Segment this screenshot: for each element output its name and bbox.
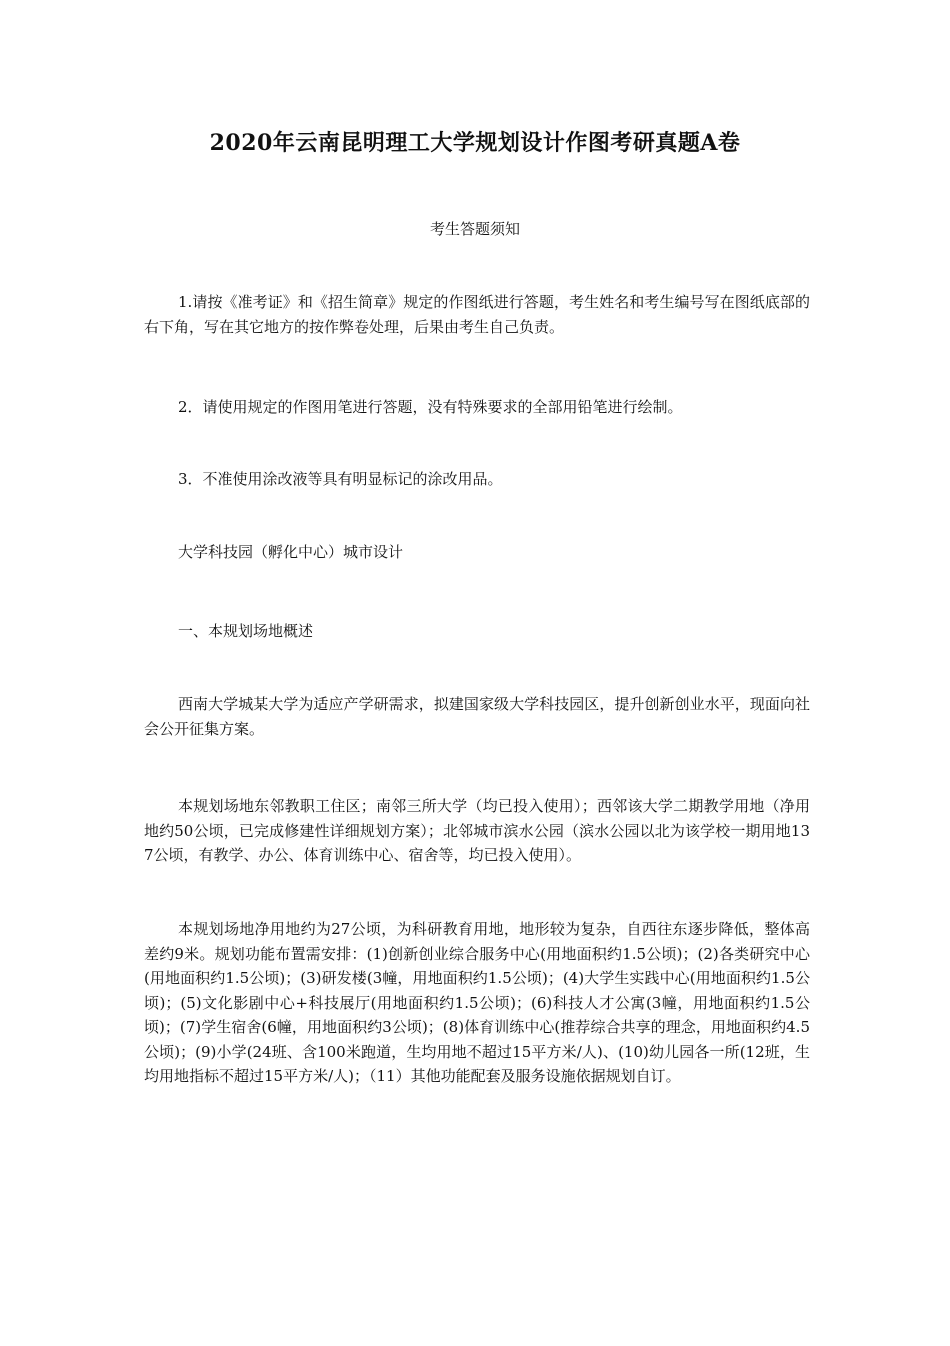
overview-paragraph-1: 西南大学城某大学为适应产学研需求，拟建国家级大学科技园区，提升创新创业水平，现面向社会公开征集方案。: [144, 695, 810, 738]
section-heading-overview: 一、本规划场地概述: [178, 622, 314, 640]
overview-paragraph-2: 本规划场地东邻教职工住区；南邻三所大学（均已投入使用）；西邻该大学二期教学用地（净用地约50公顷，已完成修建性详细规划方案）；北邻城市滨水公园（滨水公园以北为该学校一期用地137公顷，有教学、办公、体育训练中心、宿舍等，均已投入使用）。: [144, 797, 810, 864]
document-title: 2020年云南昆明理工大学规划设计作图考研真题A卷: [209, 130, 741, 156]
notice-heading: 考生答题须知: [429, 220, 520, 238]
instruction-2: 2．请使用规定的作图用笔进行答题，没有特殊要求的全部用铅笔进行绘制。: [178, 398, 683, 416]
instruction-1: 1.请按《准考证》和《招生简章》规定的作图纸进行答题，考生姓名和考生编号写在图纸底部的右下角，写在其它地方的按作弊卷处理，后果由考生自己负责。: [144, 293, 810, 336]
overview-paragraph-3: 本规划场地净用地约为27公顷，为科研教育用地，地形较为复杂，自西往东逐步降低，整体高差约9米。规划功能布置需安排：(1)创新创业综合服务中心(用地面积约1.5公顷)；(2)各类研究中心(用地面积约1.5公顷)；(3)研发楼(3幢，用地面积约1.5公顷)；(4)大学生实践中心(用地面积约1.5公顷)；(5)文化影剧中心+科技展厅(用地面积约1.5公顷)；(6)科技人才公寓(3幢，用地面积约1.5公顷)；(7)学生宿舍(6幢，用地面积约3公顷)；(8)体育训练中心(推荐综合共享的理念，用地面积约4.5公顷)；(9)小学(24班、含100米跑道，生均用地不超过15平方米/人)、(10)幼儿园各一所(12班，生均用地指标不超过15平方米/人)；（11）其他功能配套及服务设施依据规划自订。: [144, 920, 810, 1085]
instruction-3: 3．不准使用涂改液等具有明显标记的涂改用品。: [178, 470, 503, 488]
section-title: 大学科技园（孵化中心）城市设计: [178, 543, 404, 561]
